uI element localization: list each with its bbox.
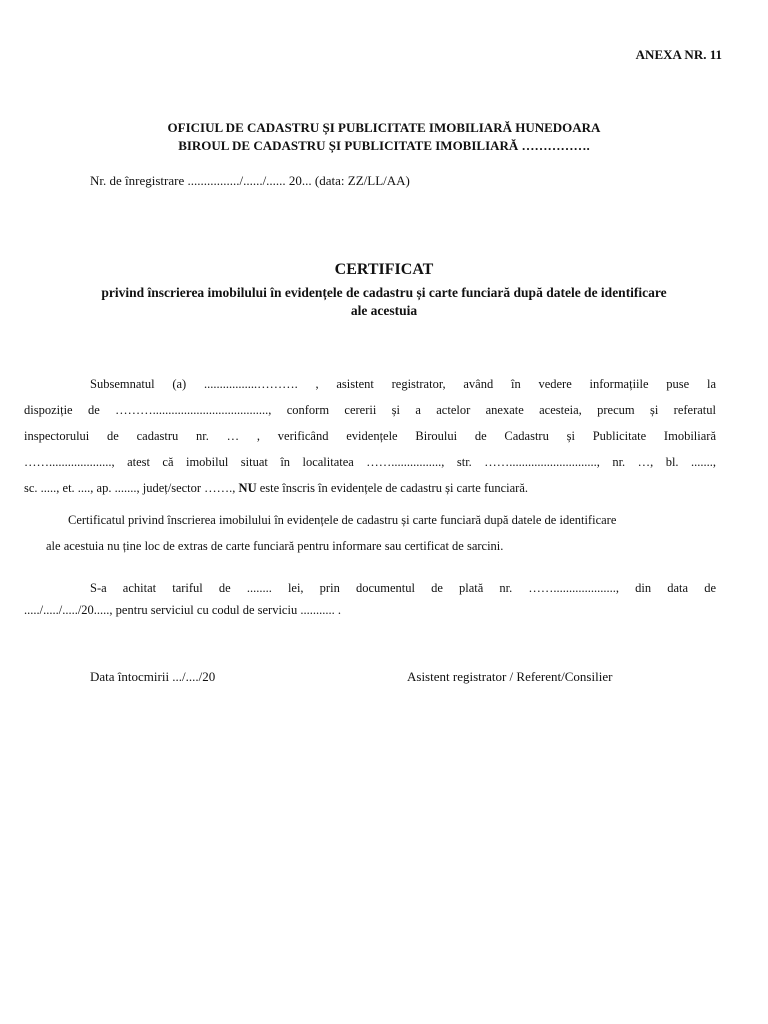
payment-line-2: ...../...../...../20....., pentru serviciul cu codul de serviciu ........... . [24, 603, 341, 617]
certificate-subtitle [24, 284, 744, 320]
paragraph-text: sc. ....., et. ...., ap. ......., județ/sector ……., [24, 481, 239, 495]
subtitle-line-2: ale acestuia [350, 303, 418, 318]
payment-text: S-a achitat tariful de ........ lei, prin documentul de plată nr. ……...................., din data de [90, 581, 716, 595]
payment-paragraph [24, 577, 716, 621]
office-header [0, 119, 768, 155]
paragraph-text: este înscris în evidențele de cadastru și carte funciară. [256, 481, 529, 495]
signature-label: Asistent registrator / Referent/Consilier [407, 669, 613, 684]
paragraph-text: Subsemnatul (a) .................………. , asistent registrator, având în vedere informațiile puse la [90, 377, 716, 391]
paragraph-line [24, 371, 716, 397]
disclaimer-paragraph [24, 507, 744, 559]
certificate-title: CERTIFICAT [334, 261, 434, 278]
paragraph-line: inspectorului de cadastru nr. … , verificând evidențele Biroului de Cadastru și Publicitate Imobiliară [24, 429, 716, 443]
annex-number: ANEXA NR. 11 [635, 47, 722, 62]
issue-date: Data întocmirii .../..../20 [90, 669, 216, 684]
office-name: OFICIUL DE CADASTRU ȘI PUBLICITATE IMOBILIARĂ HUNEDOARA [167, 120, 601, 135]
disclaimer-line-2: ale acestuia nu ține loc de extras de carte funciară pentru informare sau certificat de sarcini. [46, 539, 504, 553]
disclaimer-line-1: Certificatul privind înscrierea imobilului în evidențele de cadastru și carte funciară după datele de identificare [68, 513, 617, 527]
paragraph-line: dispoziție de ………....................................., conform cererii și a actelor anexate acesteia, precum și referatul [24, 403, 716, 417]
certification-paragraph [24, 371, 716, 501]
payment-line-1 [24, 577, 716, 599]
bureau-name: BIROUL DE CADASTRU ȘI PUBLICITATE IMOBILIARĂ ……………. [178, 138, 590, 153]
negation-text: NU [238, 481, 257, 495]
paragraph-line: ……...................., atest că imobilul situat în localitatea ……................, str. ……............................, nr. …, bl. ......., [24, 455, 716, 469]
paragraph-line [24, 475, 716, 501]
subtitle-line-1: privind înscrierea imobilului în evidențele de cadastru și carte funciară după datele de identificare [101, 285, 667, 300]
registration-number: Nr. de înregistrare ................/....../...... 20... (data: ZZ/LL/AA) [90, 173, 410, 188]
